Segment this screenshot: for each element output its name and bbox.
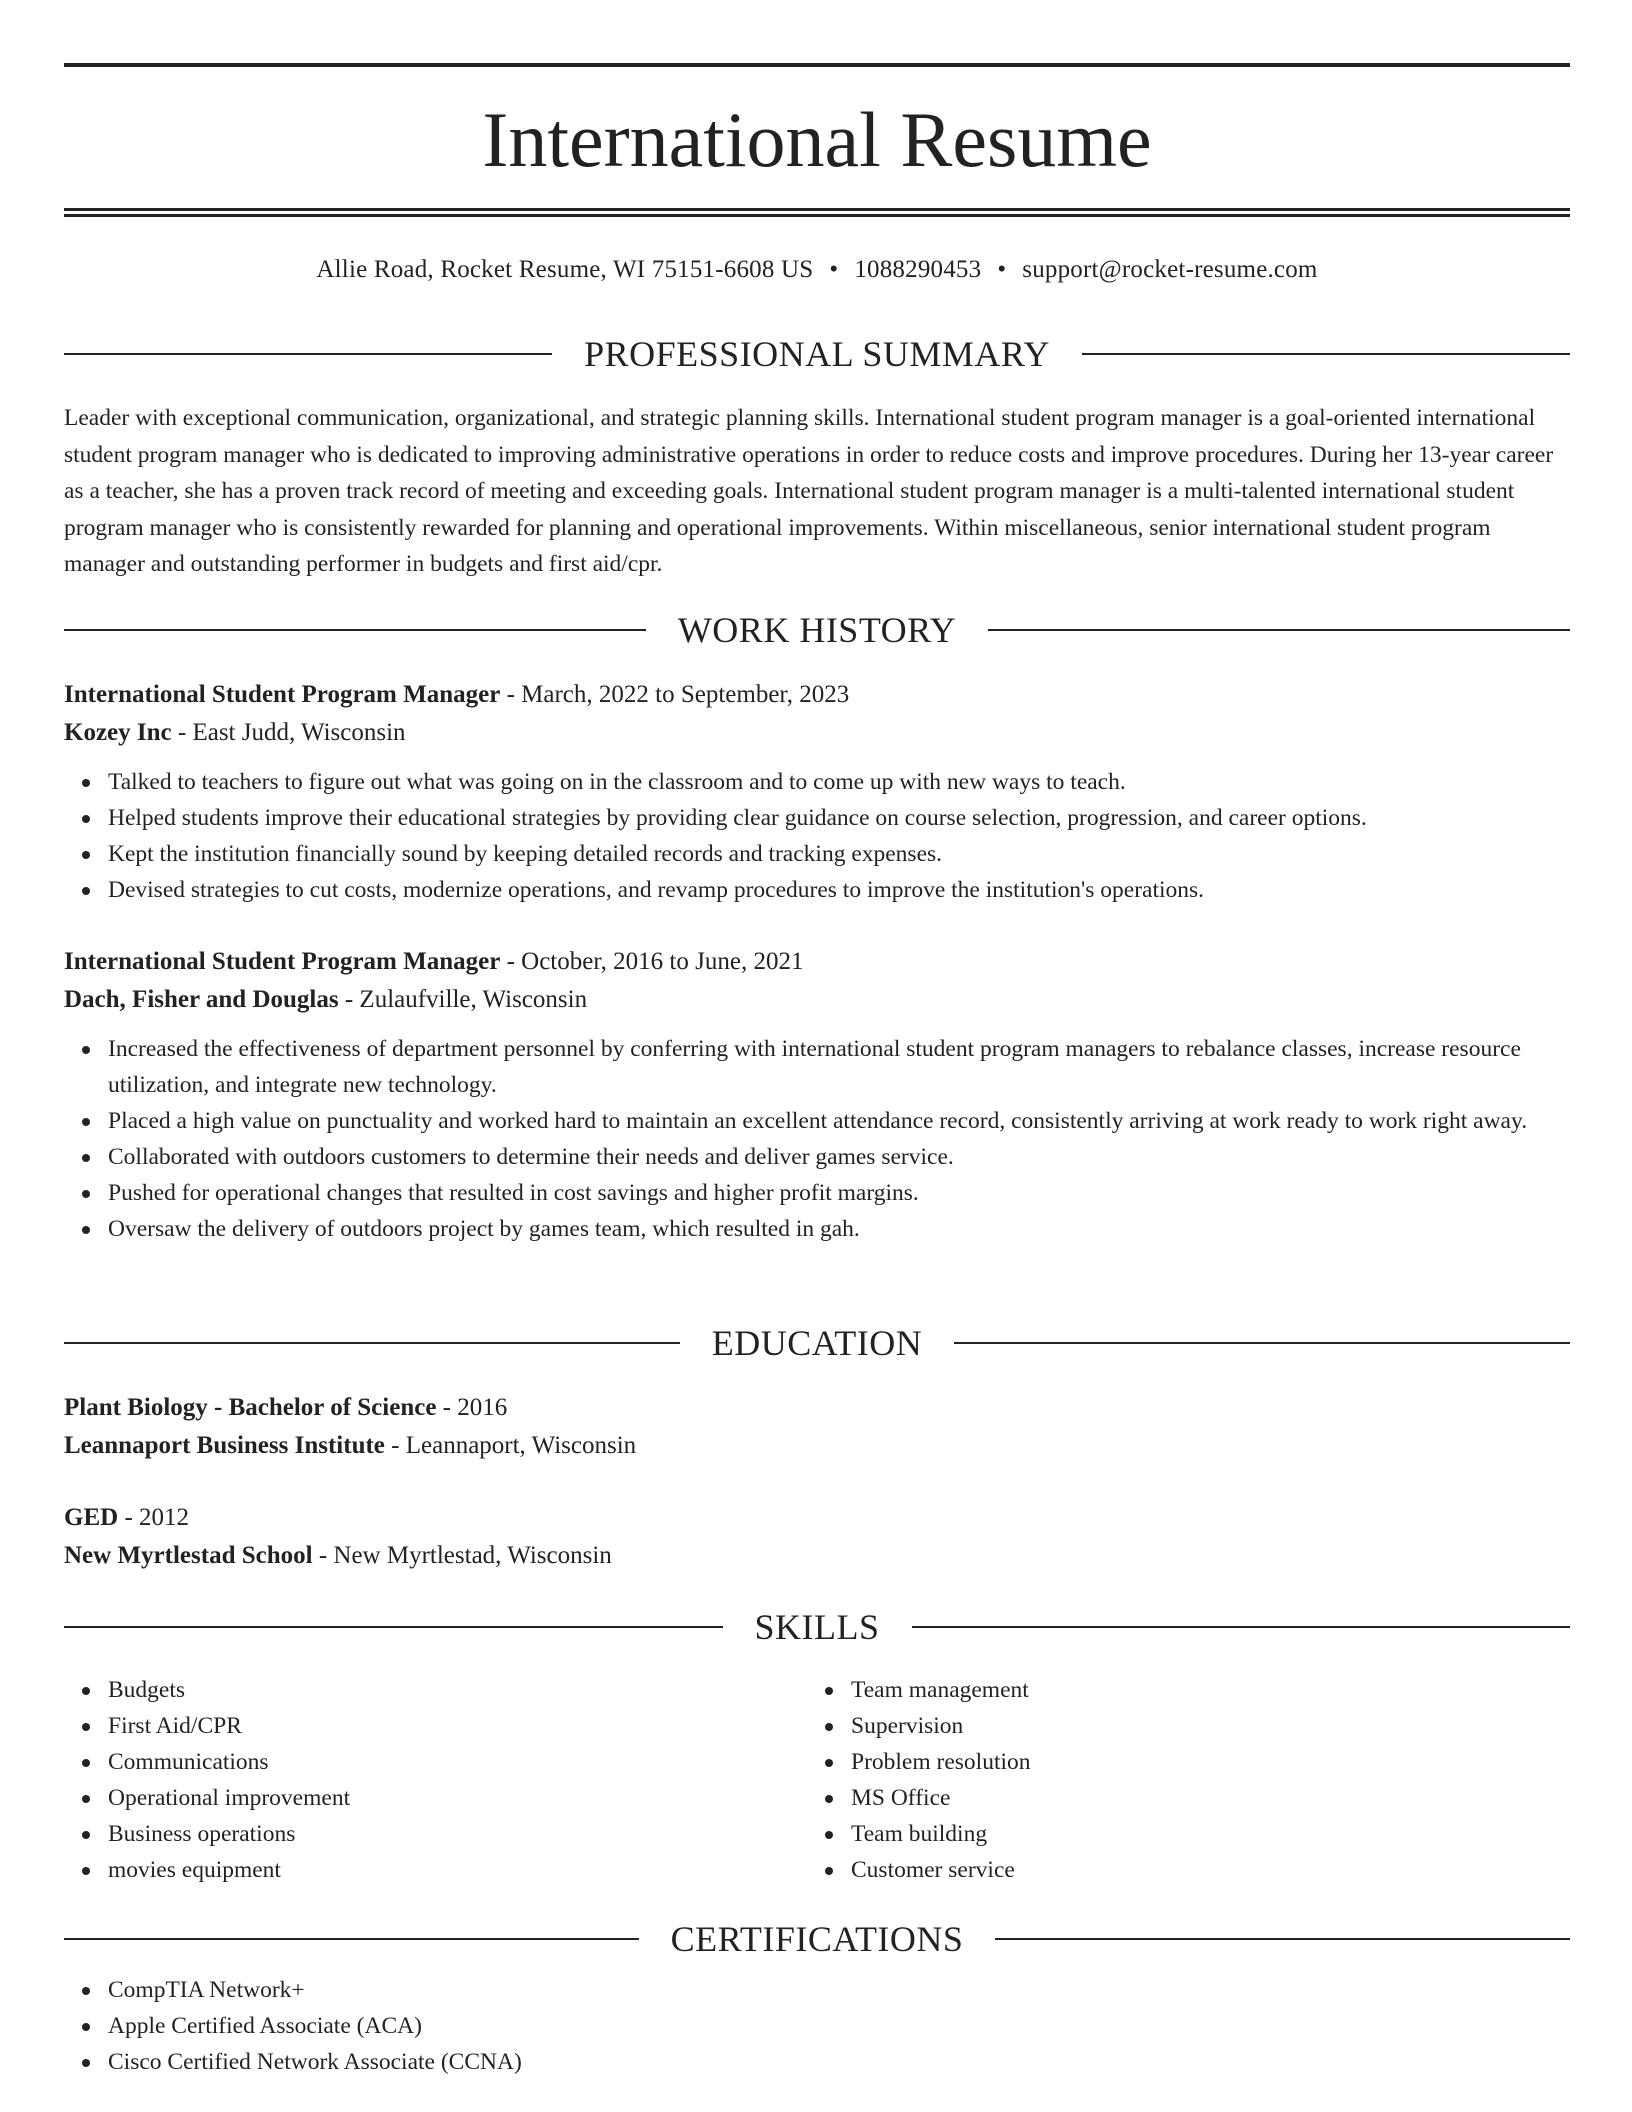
certification-item: Apple Certified Associate (ACA) xyxy=(108,2008,1570,2044)
degree-year: - 2016 xyxy=(436,1394,508,1421)
contact-separator: • xyxy=(997,256,1007,283)
job-dates: - March, 2022 to September, 2023 xyxy=(500,681,850,708)
section-header-summary xyxy=(64,330,1570,378)
job-bullets xyxy=(64,764,1570,908)
section-header-work-history xyxy=(64,606,1570,654)
title-double-rule xyxy=(64,208,1570,217)
certifications-block xyxy=(64,1972,1570,2080)
section-rule xyxy=(1082,353,1570,355)
education-entry xyxy=(64,1499,1570,1575)
skills-list-left xyxy=(64,1672,807,1888)
section-rule xyxy=(64,1626,723,1628)
section-header-certifications xyxy=(64,1915,1570,1963)
skill-item: Team building xyxy=(851,1816,1550,1852)
section-header-skills xyxy=(64,1603,1570,1651)
list-item: Oversaw the delivery of outdoors project by games team, which resulted in gah. xyxy=(108,1211,1570,1247)
skill-item: Team management xyxy=(851,1672,1550,1708)
skill-item: MS Office xyxy=(851,1780,1550,1816)
school-line xyxy=(64,1537,1570,1575)
education-entry xyxy=(64,1389,1570,1465)
job-dates: - October, 2016 to June, 2021 xyxy=(500,948,804,975)
section-rule xyxy=(988,629,1570,631)
contact-line xyxy=(64,252,1570,288)
school-location: - Leannaport, Wisconsin xyxy=(384,1432,637,1459)
list-item: Devised strategies to cut costs, modernize operations, and revamp procedures to improve the institution's operations. xyxy=(108,872,1570,908)
section-rule xyxy=(912,1626,1571,1628)
list-item: Collaborated with outdoors customers to determine their needs and deliver games service. xyxy=(108,1139,1570,1175)
list-item: Talked to teachers to figure out what was going on in the classroom and to come up with new ways to teach. xyxy=(108,764,1570,800)
skill-item: Problem resolution xyxy=(851,1744,1550,1780)
job-bullets xyxy=(64,1031,1570,1247)
section-title-education: EDUCATION xyxy=(711,1323,923,1363)
skills-columns xyxy=(64,1672,1570,1888)
list-item: Helped students improve their educational strategies by providing clear guidance on course selection, progression, and career options. xyxy=(108,800,1570,836)
section-rule xyxy=(64,353,552,355)
section-rule xyxy=(64,629,646,631)
section-rule xyxy=(64,1938,639,1940)
school: New Myrtlestad School xyxy=(64,1542,313,1569)
job-title: International Student Program Manager xyxy=(64,681,501,708)
section-title-work-history: WORK HISTORY xyxy=(677,610,957,650)
list-item: Increased the effectiveness of department personnel by conferring with international student program managers to rebalance classes, increase resource utilization, and integrate new technology. xyxy=(108,1031,1570,1103)
job-title-line xyxy=(64,943,1570,981)
certification-item: CompTIA Network+ xyxy=(108,1972,1570,2008)
section-title-summary: PROFESSIONAL SUMMARY xyxy=(584,334,1050,374)
degree-year: - 2012 xyxy=(118,1504,190,1531)
skill-item: Business operations xyxy=(108,1816,807,1852)
certification-item: Cisco Certified Network Associate (CCNA) xyxy=(108,2044,1570,2080)
summary-text: Leader with exceptional communication, organizational, and strategic planning skills. International student program manager is a goal-oriented international student program manager who is dedicated to improving administrative operations in order to reduce costs and improve procedures. During her 13-year career as a teacher, she has a proven track record of meeting and exceeding goals. International student program manager is a multi-talented international student program manager who is consistently rewarded for planning and operational improvements. Within miscellaneous, senior international student program manager and outstanding performer in budgets and first aid/cpr. xyxy=(64,405,1554,577)
list-item: Placed a high value on punctuality and worked hard to maintain an excellent attendance record, consistently arriving at work ready to work right away. xyxy=(108,1103,1570,1139)
degree-line xyxy=(64,1389,1570,1427)
job-entry xyxy=(64,943,1570,1247)
skill-item: Operational improvement xyxy=(108,1780,807,1816)
section-title-certifications: CERTIFICATIONS xyxy=(670,1919,964,1959)
job-company: Dach, Fisher and Douglas xyxy=(64,986,339,1013)
skills-list-right xyxy=(807,1672,1550,1888)
job-company-line xyxy=(64,981,1570,1019)
list-item: Kept the institution financially sound by keeping detailed records and tracking expenses. xyxy=(108,836,1570,872)
contact-email[interactable]: support@rocket-resume.com xyxy=(1022,256,1318,283)
job-location: - East Judd, Wisconsin xyxy=(171,719,406,746)
school-line xyxy=(64,1427,1570,1465)
skill-item: Communications xyxy=(108,1744,807,1780)
degree: Plant Biology - Bachelor of Science xyxy=(64,1394,437,1421)
resume-title: International Resume xyxy=(482,96,1152,183)
school: Leannaport Business Institute xyxy=(64,1432,385,1459)
skill-item: First Aid/CPR xyxy=(108,1708,807,1744)
skill-item: Budgets xyxy=(108,1672,807,1708)
section-rule xyxy=(954,1342,1570,1344)
skill-item: Customer service xyxy=(851,1852,1550,1888)
contact-phone: 1088290453 xyxy=(854,256,982,283)
list-item: Pushed for operational changes that resulted in cost savings and higher profit margins. xyxy=(108,1175,1570,1211)
skill-item: Supervision xyxy=(851,1708,1550,1744)
job-company-line xyxy=(64,714,1570,752)
skill-item: movies equipment xyxy=(108,1852,807,1888)
section-header-education xyxy=(64,1319,1570,1367)
degree: GED xyxy=(64,1504,119,1531)
contact-address: Allie Road, Rocket Resume, WI 75151-6608 US xyxy=(316,256,814,283)
job-entry xyxy=(64,676,1570,908)
job-company: Kozey Inc xyxy=(64,719,172,746)
top-rule xyxy=(64,63,1570,67)
certifications-list xyxy=(64,1972,1570,2080)
section-rule xyxy=(995,1938,1570,1940)
section-title-skills: SKILLS xyxy=(754,1607,880,1647)
job-title: International Student Program Manager xyxy=(64,948,501,975)
degree-line xyxy=(64,1499,1570,1537)
school-location: - New Myrtlestad, Wisconsin xyxy=(312,1542,612,1569)
job-title-line xyxy=(64,676,1570,714)
section-rule xyxy=(64,1342,680,1344)
contact-separator: • xyxy=(829,256,839,283)
job-location: - Zulaufville, Wisconsin xyxy=(338,986,588,1013)
